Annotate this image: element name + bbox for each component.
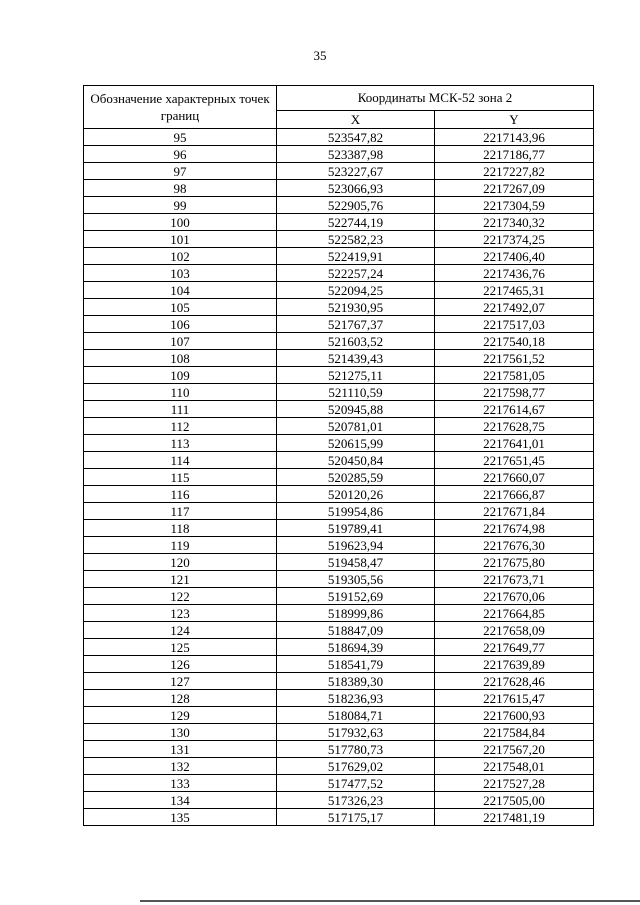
cell-x: 520285,59 xyxy=(277,469,435,486)
cell-point-number: 123 xyxy=(84,605,277,622)
cell-point-number: 104 xyxy=(84,282,277,299)
cell-x: 523227,67 xyxy=(277,163,435,180)
cell-x: 518541,79 xyxy=(277,656,435,673)
cell-point-number: 127 xyxy=(84,673,277,690)
cell-point-number: 113 xyxy=(84,435,277,452)
cell-y: 2217267,09 xyxy=(435,180,594,197)
cell-point-number: 119 xyxy=(84,537,277,554)
cell-y: 2217658,09 xyxy=(435,622,594,639)
cell-x: 519789,41 xyxy=(277,520,435,537)
cell-y: 2217600,93 xyxy=(435,707,594,724)
cell-x: 522905,76 xyxy=(277,197,435,214)
cell-x: 519458,47 xyxy=(277,554,435,571)
cell-x: 523547,82 xyxy=(277,129,435,146)
cell-point-number: 110 xyxy=(84,384,277,401)
cell-x: 521930,95 xyxy=(277,299,435,316)
table-row xyxy=(84,809,594,826)
cell-x: 523387,98 xyxy=(277,146,435,163)
cell-y: 2217660,07 xyxy=(435,469,594,486)
table-row xyxy=(84,129,594,146)
cell-x: 519623,94 xyxy=(277,537,435,554)
table-row xyxy=(84,537,594,554)
cell-y: 2217639,89 xyxy=(435,656,594,673)
table-row xyxy=(84,367,594,384)
table-row xyxy=(84,231,594,248)
table-row xyxy=(84,282,594,299)
cell-y: 2217540,18 xyxy=(435,333,594,350)
cell-point-number: 115 xyxy=(84,469,277,486)
cell-point-number: 98 xyxy=(84,180,277,197)
cell-x: 520615,99 xyxy=(277,435,435,452)
scan-edge-line xyxy=(140,900,640,902)
cell-x: 521439,43 xyxy=(277,350,435,367)
cell-y: 2217664,85 xyxy=(435,605,594,622)
cell-y: 2217304,59 xyxy=(435,197,594,214)
cell-point-number: 106 xyxy=(84,316,277,333)
cell-y: 2217561,52 xyxy=(435,350,594,367)
cell-y: 2217670,06 xyxy=(435,588,594,605)
cell-x: 520945,88 xyxy=(277,401,435,418)
header-coordinates-group: Координаты МСК-52 зона 2 xyxy=(277,86,594,111)
cell-point-number: 134 xyxy=(84,792,277,809)
cell-x: 518999,86 xyxy=(277,605,435,622)
cell-y: 2217406,40 xyxy=(435,248,594,265)
table-row xyxy=(84,350,594,367)
cell-point-number: 111 xyxy=(84,401,277,418)
cell-point-number: 101 xyxy=(84,231,277,248)
cell-y: 2217673,71 xyxy=(435,571,594,588)
cell-x: 517629,02 xyxy=(277,758,435,775)
cell-point-number: 114 xyxy=(84,452,277,469)
cell-point-number: 109 xyxy=(84,367,277,384)
cell-x: 520781,01 xyxy=(277,418,435,435)
cell-y: 2217671,84 xyxy=(435,503,594,520)
cell-x: 522419,91 xyxy=(277,248,435,265)
cell-y: 2217505,00 xyxy=(435,792,594,809)
cell-y: 2217628,75 xyxy=(435,418,594,435)
cell-point-number: 116 xyxy=(84,486,277,503)
table-row xyxy=(84,435,594,452)
cell-x: 522744,19 xyxy=(277,214,435,231)
cell-point-number: 124 xyxy=(84,622,277,639)
cell-y: 2217675,80 xyxy=(435,554,594,571)
cell-y: 2217227,82 xyxy=(435,163,594,180)
cell-x: 519954,86 xyxy=(277,503,435,520)
cell-y: 2217628,46 xyxy=(435,673,594,690)
cell-y: 2217548,01 xyxy=(435,758,594,775)
cell-point-number: 95 xyxy=(84,129,277,146)
cell-x: 521275,11 xyxy=(277,367,435,384)
table-row xyxy=(84,673,594,690)
cell-y: 2217436,76 xyxy=(435,265,594,282)
cell-x: 520120,26 xyxy=(277,486,435,503)
cell-y: 2217186,77 xyxy=(435,146,594,163)
table-header xyxy=(84,86,594,129)
table-row xyxy=(84,163,594,180)
cell-x: 517326,23 xyxy=(277,792,435,809)
cell-x: 520450,84 xyxy=(277,452,435,469)
table-row xyxy=(84,741,594,758)
cell-x: 517477,52 xyxy=(277,775,435,792)
table-row xyxy=(84,333,594,350)
table-row xyxy=(84,792,594,809)
cell-point-number: 135 xyxy=(84,809,277,826)
cell-x: 517175,17 xyxy=(277,809,435,826)
cell-point-number: 120 xyxy=(84,554,277,571)
coordinates-table xyxy=(83,85,594,826)
cell-point-number: 132 xyxy=(84,758,277,775)
table-row xyxy=(84,197,594,214)
cell-x: 521767,37 xyxy=(277,316,435,333)
table-row xyxy=(84,469,594,486)
header-point-designation: Обозначение характерных точек границ xyxy=(84,86,277,129)
cell-y: 2217567,20 xyxy=(435,741,594,758)
cell-y: 2217143,96 xyxy=(435,129,594,146)
cell-point-number: 100 xyxy=(84,214,277,231)
page-number: 35 xyxy=(313,48,327,63)
table-row xyxy=(84,180,594,197)
cell-point-number: 97 xyxy=(84,163,277,180)
cell-point-number: 131 xyxy=(84,741,277,758)
cell-x: 517780,73 xyxy=(277,741,435,758)
cell-y: 2217649,77 xyxy=(435,639,594,656)
table-row xyxy=(84,775,594,792)
cell-y: 2217374,25 xyxy=(435,231,594,248)
cell-point-number: 107 xyxy=(84,333,277,350)
cell-point-number: 126 xyxy=(84,656,277,673)
cell-y: 2217614,67 xyxy=(435,401,594,418)
cell-point-number: 128 xyxy=(84,690,277,707)
cell-y: 2217651,45 xyxy=(435,452,594,469)
cell-y: 2217340,32 xyxy=(435,214,594,231)
table-row xyxy=(84,724,594,741)
cell-point-number: 103 xyxy=(84,265,277,282)
cell-point-number: 112 xyxy=(84,418,277,435)
table-row xyxy=(84,571,594,588)
cell-x: 522257,24 xyxy=(277,265,435,282)
cell-point-number: 130 xyxy=(84,724,277,741)
cell-x: 518694,39 xyxy=(277,639,435,656)
cell-point-number: 102 xyxy=(84,248,277,265)
table-body xyxy=(84,129,594,826)
table-row xyxy=(84,401,594,418)
cell-y: 2217641,01 xyxy=(435,435,594,452)
cell-x: 519305,56 xyxy=(277,571,435,588)
cell-point-number: 122 xyxy=(84,588,277,605)
cell-x: 518084,71 xyxy=(277,707,435,724)
cell-y: 2217481,19 xyxy=(435,809,594,826)
cell-y: 2217674,98 xyxy=(435,520,594,537)
table-row xyxy=(84,146,594,163)
cell-y: 2217527,28 xyxy=(435,775,594,792)
table-row xyxy=(84,639,594,656)
table-row xyxy=(84,690,594,707)
table-row xyxy=(84,384,594,401)
cell-y: 2217615,47 xyxy=(435,690,594,707)
table-row xyxy=(84,248,594,265)
cell-point-number: 118 xyxy=(84,520,277,537)
cell-x: 522094,25 xyxy=(277,282,435,299)
table-row xyxy=(84,622,594,639)
cell-y: 2217581,05 xyxy=(435,367,594,384)
cell-x: 518847,09 xyxy=(277,622,435,639)
cell-point-number: 133 xyxy=(84,775,277,792)
table-row xyxy=(84,486,594,503)
table-row xyxy=(84,554,594,571)
table-row xyxy=(84,418,594,435)
table-row xyxy=(84,707,594,724)
table-row xyxy=(84,503,594,520)
table-row xyxy=(84,299,594,316)
table-row xyxy=(84,656,594,673)
cell-point-number: 108 xyxy=(84,350,277,367)
table-row xyxy=(84,758,594,775)
cell-point-number: 121 xyxy=(84,571,277,588)
cell-x: 523066,93 xyxy=(277,180,435,197)
cell-point-number: 105 xyxy=(84,299,277,316)
cell-y: 2217517,03 xyxy=(435,316,594,333)
cell-x: 522582,23 xyxy=(277,231,435,248)
cell-x: 521110,59 xyxy=(277,384,435,401)
cell-point-number: 99 xyxy=(84,197,277,214)
cell-x: 518236,93 xyxy=(277,690,435,707)
cell-x: 518389,30 xyxy=(277,673,435,690)
table-row xyxy=(84,316,594,333)
cell-point-number: 117 xyxy=(84,503,277,520)
header-y: Y xyxy=(435,110,594,128)
table-row xyxy=(84,265,594,282)
cell-point-number: 125 xyxy=(84,639,277,656)
cell-y: 2217584,84 xyxy=(435,724,594,741)
cell-y: 2217492,07 xyxy=(435,299,594,316)
cell-x: 519152,69 xyxy=(277,588,435,605)
cell-y: 2217598,77 xyxy=(435,384,594,401)
cell-point-number: 129 xyxy=(84,707,277,724)
table-row xyxy=(84,588,594,605)
cell-x: 521603,52 xyxy=(277,333,435,350)
cell-point-number: 96 xyxy=(84,146,277,163)
table-row xyxy=(84,520,594,537)
cell-y: 2217465,31 xyxy=(435,282,594,299)
cell-y: 2217676,30 xyxy=(435,537,594,554)
table-row xyxy=(84,605,594,622)
table-row xyxy=(84,214,594,231)
table-row xyxy=(84,452,594,469)
cell-x: 517932,63 xyxy=(277,724,435,741)
header-x: X xyxy=(277,110,435,128)
cell-y: 2217666,87 xyxy=(435,486,594,503)
